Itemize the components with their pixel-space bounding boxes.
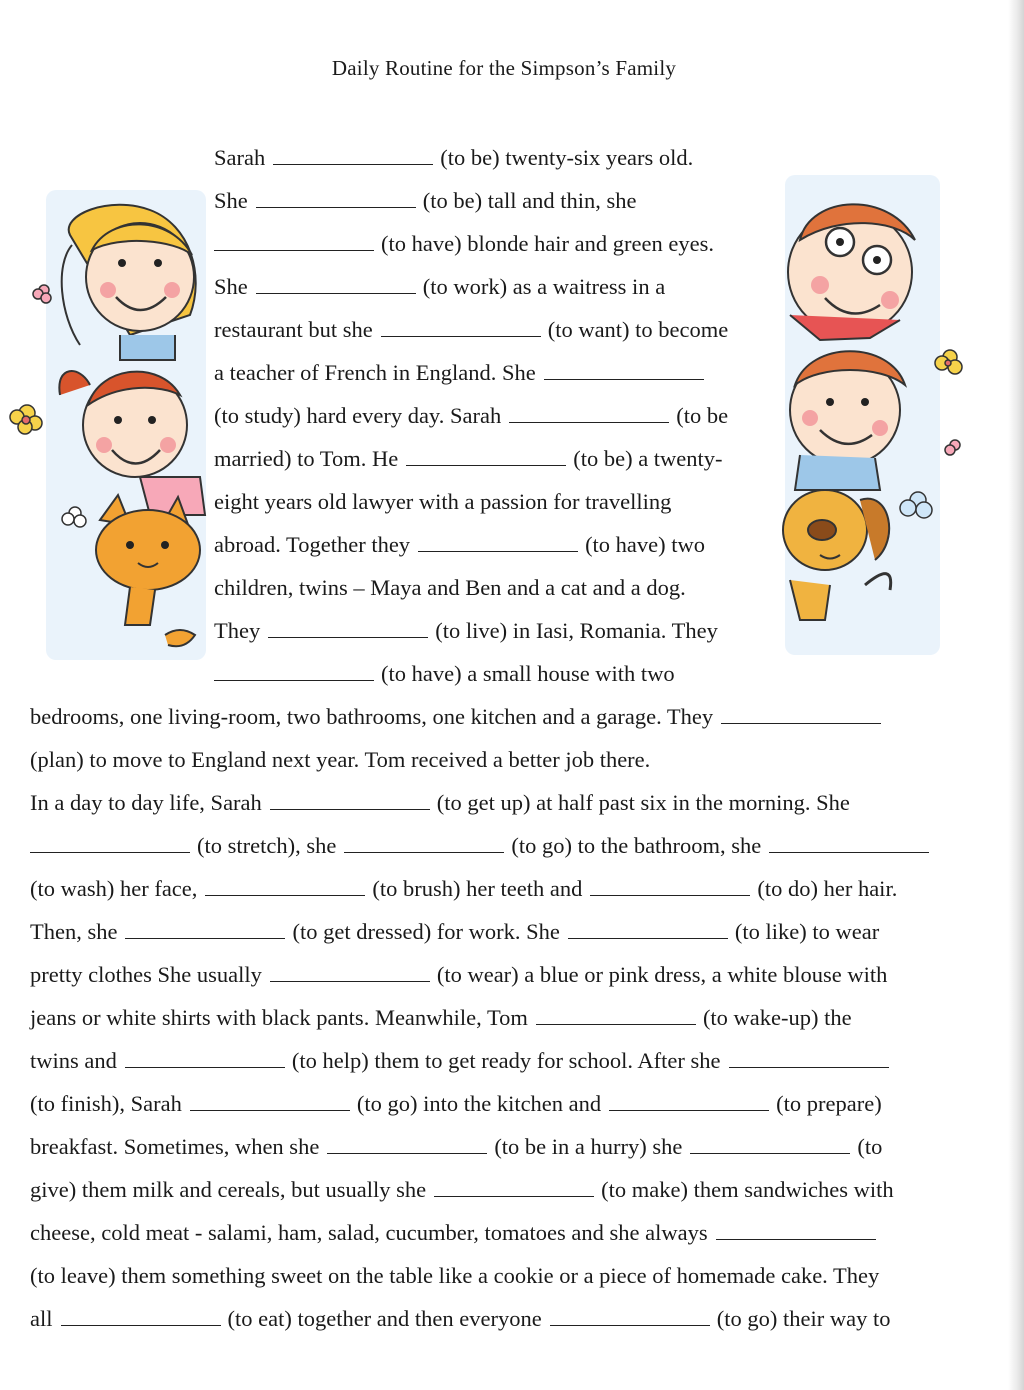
text-line: They (to live) in Iasi, Romania. They <box>214 618 718 643</box>
text-line: cheese, cold meat - salami, ham, salad, cucumber, tomatoes and she always <box>30 1219 883 1247</box>
text-line: abroad. Together they (to have) two <box>214 532 706 557</box>
answer-blank[interactable] <box>721 707 881 724</box>
right-children-illustration <box>780 190 980 650</box>
answer-blank[interactable] <box>268 621 428 638</box>
text-line: jeans or white shirts with black pants. Meanwhile, Tom (to wake-up) the <box>30 1005 852 1030</box>
text-line: She (to be) tall and thin, she <box>214 188 637 213</box>
text-line: Sarah (to be) twenty-six years old. <box>214 145 694 170</box>
answer-blank[interactable] <box>769 836 929 853</box>
answer-blank[interactable] <box>536 1008 696 1025</box>
text-line: In a day to day life, Sarah (to get up) at half past six in the morning. She <box>30 790 850 815</box>
answer-blank[interactable] <box>729 1051 889 1068</box>
text-line: She (to work) as a waitress in a <box>214 274 666 299</box>
answer-blank[interactable] <box>214 234 374 251</box>
answer-blank[interactable] <box>568 922 728 939</box>
text-line: (plan) to move to England next year. Tom received a better job there. <box>30 747 651 772</box>
answer-blank[interactable] <box>327 1137 487 1154</box>
text-line: married) to Tom. He (to be) a twenty- <box>214 446 723 471</box>
answer-blank[interactable] <box>30 836 190 853</box>
boy-figure <box>790 351 905 490</box>
text-line: all (to eat) together and then everyone (to go) their way to <box>30 1306 891 1331</box>
answer-blank[interactable] <box>270 965 430 982</box>
text-line: twins and (to help) them to get ready for school. After she <box>30 1047 896 1075</box>
answer-blank[interactable] <box>544 363 704 380</box>
text-line: eight years old lawyer with a passion for travelling <box>214 489 672 514</box>
boy-with-glasses-figure <box>788 204 915 340</box>
answer-blank[interactable] <box>205 879 365 896</box>
page-title: Daily Routine for the Simpson’s Family <box>331 56 677 80</box>
blonde-girl-figure <box>62 205 196 360</box>
left-children-illustration <box>0 195 215 665</box>
answer-blank[interactable] <box>434 1180 594 1197</box>
answer-blank[interactable] <box>716 1223 876 1240</box>
cat-figure <box>96 495 200 646</box>
text-line: (to have) a small house with two <box>214 660 675 688</box>
answer-blank[interactable] <box>190 1094 350 1111</box>
answer-blank[interactable] <box>381 320 541 337</box>
answer-blank[interactable] <box>418 535 578 552</box>
answer-blank[interactable] <box>690 1137 850 1154</box>
flower-decoration <box>10 405 42 434</box>
answer-blank[interactable] <box>256 191 416 208</box>
answer-blank[interactable] <box>270 793 430 810</box>
text-line: bedrooms, one living-room, two bathrooms, one kitchen and a garage. They <box>30 703 888 731</box>
text-line: (to finish), Sarah (to go) into the kitchen and (to prepare) <box>30 1091 882 1116</box>
answer-blank[interactable] <box>344 836 504 853</box>
flower-decoration <box>62 507 86 527</box>
answer-blank[interactable] <box>590 879 750 896</box>
answer-blank[interactable] <box>550 1309 710 1326</box>
text-line: (to leave) them something sweet on the table like a cookie or a piece of homemade cake. They <box>30 1263 880 1288</box>
dog-figure <box>783 490 891 620</box>
text-line: breakfast. Sometimes, when she (to be in a hurry) she (to <box>30 1134 883 1159</box>
text-line: (to study) hard every day. Sarah (to be <box>214 403 729 428</box>
text-line: children, twins – Maya and Ben and a cat and a dog. <box>214 575 686 600</box>
flower-decoration <box>33 285 51 303</box>
answer-blank[interactable] <box>273 148 433 165</box>
text-line: (to have) blonde hair and green eyes. <box>214 230 714 258</box>
answer-blank[interactable] <box>61 1309 221 1326</box>
flower-decoration <box>945 440 960 455</box>
text-line: restaurant but she (to want) to become <box>214 317 729 342</box>
answer-blank[interactable] <box>214 664 374 681</box>
flower-decoration <box>900 492 932 518</box>
answer-blank[interactable] <box>509 406 669 423</box>
answer-blank[interactable] <box>125 922 285 939</box>
redhead-girl-figure <box>59 371 205 515</box>
text-line: (to stretch), she (to go) to the bathroom, she <box>30 832 936 860</box>
answer-blank[interactable] <box>125 1051 285 1068</box>
text-line: pretty clothes She usually (to wear) a blue or pink dress, a white blouse with <box>30 962 888 987</box>
answer-blank[interactable] <box>609 1094 769 1111</box>
page-edge <box>1008 0 1024 1390</box>
text-line: give) them milk and cereals, but usually she (to make) them sandwiches with <box>30 1177 894 1202</box>
answer-blank[interactable] <box>406 449 566 466</box>
text-line: (to wash) her face, (to brush) her teeth and (to do) her hair. <box>30 876 898 901</box>
answer-blank[interactable] <box>256 277 416 294</box>
text-line: Then, she (to get dressed) for work. She (to like) to wear <box>30 919 880 944</box>
text-line: a teacher of French in England. She <box>214 359 711 387</box>
flower-decoration <box>935 350 962 374</box>
